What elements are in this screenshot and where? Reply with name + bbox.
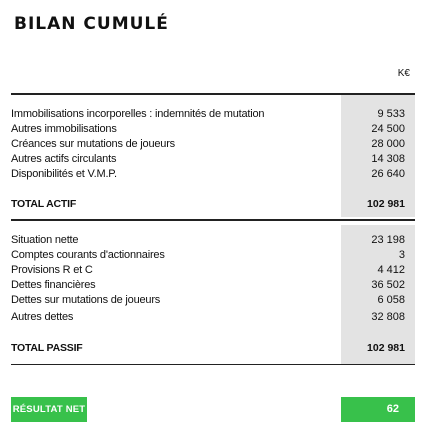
row-value: 4 412	[377, 264, 405, 276]
actif-row	[11, 137, 405, 152]
row-value: 36 502	[371, 279, 405, 291]
total-actif-label: TOTAL ACTIF	[11, 198, 77, 210]
passif-row	[11, 278, 405, 293]
resultat-net-label: RÉSULTAT NET	[11, 397, 87, 422]
row-label: Situation nette	[11, 234, 79, 246]
passif-row	[11, 293, 405, 308]
actif-row	[11, 167, 405, 182]
row-value: 9 533	[377, 108, 405, 120]
row-value: 32 808	[371, 311, 405, 323]
row-label: Autres actifs circulants	[11, 153, 117, 165]
row-label: Dettes sur mutations de joueurs	[11, 294, 161, 306]
actif-row	[11, 122, 405, 137]
row-label: Disponibilités et V.M.P.	[11, 168, 117, 180]
divider-middle	[11, 219, 415, 221]
total-passif-label: TOTAL PASSIF	[11, 342, 83, 354]
currency-unit: K€	[397, 68, 410, 79]
divider-bottom	[11, 364, 415, 365]
row-label: Créances sur mutations de joueurs	[11, 138, 175, 150]
actif-row	[11, 152, 405, 167]
divider-top	[11, 93, 415, 95]
row-label: Autres immobilisations	[11, 123, 117, 135]
row-label: Dettes financières	[11, 279, 96, 291]
row-label: Provisions R et C	[11, 264, 93, 276]
row-value: 24 500	[371, 123, 405, 135]
total-passif-value: 102 981	[367, 342, 405, 354]
row-value: 28 000	[371, 138, 405, 150]
row-label: Autres dettes	[11, 311, 74, 323]
total-passif-row	[11, 341, 405, 356]
page-title: BILAN CUMULÉ	[14, 14, 169, 34]
resultat-net-value: 62	[341, 397, 415, 422]
row-value: 23 198	[371, 234, 405, 246]
row-value: 3	[398, 249, 405, 261]
total-actif-value: 102 981	[367, 198, 405, 210]
passif-row	[11, 233, 405, 248]
row-label: Comptes courants d'actionnaires	[11, 249, 165, 261]
row-value: 6 058	[377, 294, 405, 306]
passif-row	[11, 310, 405, 325]
row-value: 14 308	[371, 153, 405, 165]
row-value: 26 640	[371, 168, 405, 180]
passif-row	[11, 263, 405, 278]
passif-row	[11, 248, 405, 263]
total-actif-row	[11, 197, 405, 212]
row-label: Immobilisations incorporelles : indemnités de mutation	[11, 108, 265, 120]
actif-row	[11, 107, 405, 122]
